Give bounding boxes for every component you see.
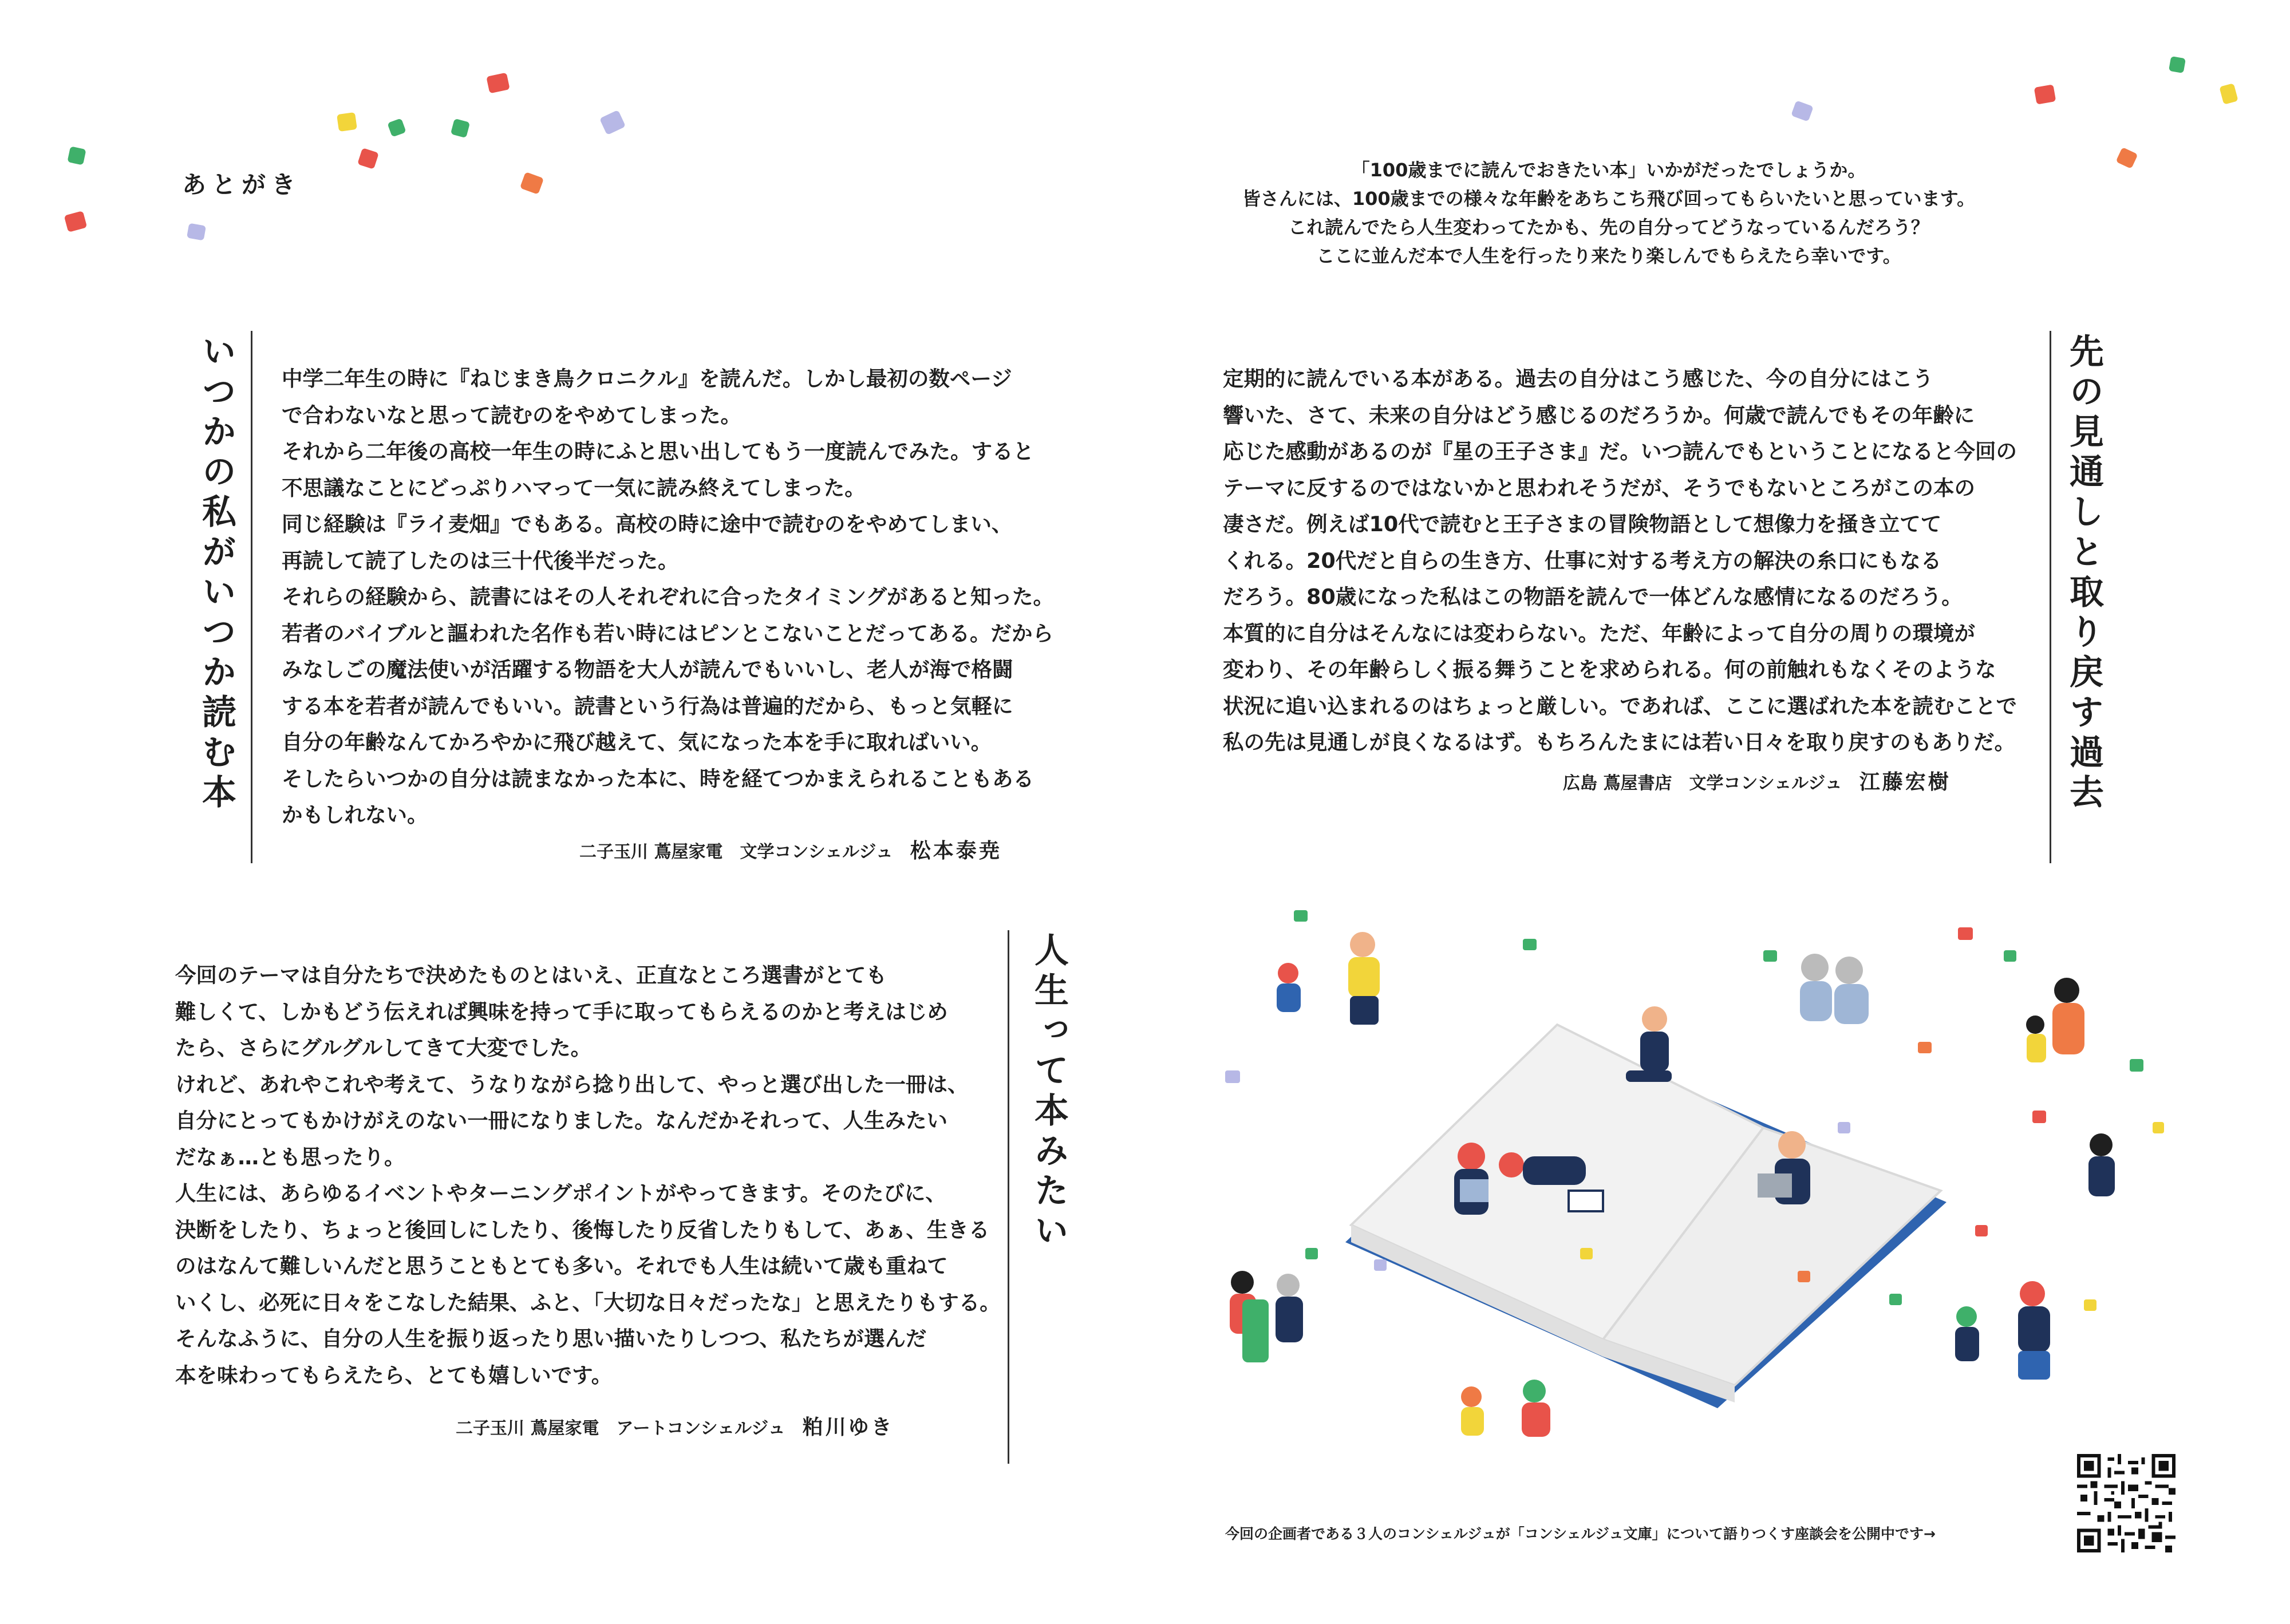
section-label: あとがき <box>182 171 302 199</box>
confetti <box>357 148 379 169</box>
essay-2-line: だろう。80歳になった私はこの物語を読んで一体どんな感情になるのだろう。 <box>1223 584 1963 609</box>
person-waving <box>1348 932 1380 1025</box>
essay-3-store: 二子玉川 蔦屋家電 アートコンシェルジュ <box>456 1418 785 1439</box>
essay-1-line: する本を若者が読んでもいい。読書という行為は普遍的だから、もっと気軽に <box>282 693 1013 718</box>
intro-line: 皆さんには、100歳までの様々な年齢をあちこち飛び回ってもらいたいと思っています。 <box>1242 188 1976 210</box>
intro-line: 「100歳までに読んでおきたい本」いかがだったでしょうか。 <box>1351 159 1866 181</box>
essay-2-line: 状況に追い込まれるのはちょっと厳しい。であれば、ここに選ばれた本を読むことで <box>1223 693 2017 718</box>
confetti <box>2034 84 2056 104</box>
essay-3-divider <box>1008 930 1009 1464</box>
confetti <box>2219 83 2238 105</box>
intro-line: これ読んでたら人生変わってたかも、先の自分ってどうなっているんだろう？ <box>1288 216 1929 238</box>
essay-2-line: くれる。20代だと自らの生き方、仕事に対する考え方の解決の糸口にもなる <box>1223 548 1942 573</box>
toasting-pair <box>1461 1380 1550 1437</box>
confetti <box>1791 100 1814 121</box>
confetti <box>599 110 626 135</box>
essay-2-title: 先の見通しと取り戻す過去 <box>2064 333 2104 814</box>
essay-3-line: けれど、あれやこれや考えて、うなりながら捻り出して、やっと選び出した一冊は、 <box>175 1072 969 1097</box>
confetti <box>64 211 88 232</box>
essay-1-body <box>282 361 1054 833</box>
essay-2-line: 応じた感動があるのが『星の王子さま』だ。いつ読んでもということになると今回の <box>1223 439 2017 464</box>
person-reading-left <box>1454 1143 1488 1215</box>
essay-2-line: 響いた、さて、未来の自分はどう感じるのだろうか。何歳で読んでもその年齢に <box>1223 402 1975 428</box>
person-sitting-chair <box>1626 1006 1672 1082</box>
intro-text <box>1122 156 2095 270</box>
essay-2-store: 広島 蔦屋書店 文学コンシェルジュ <box>1563 773 1842 793</box>
confetti <box>2169 56 2186 73</box>
confetti <box>2115 147 2138 169</box>
essay-2-line: 凄さだ。例えば10代で読むと王子さまの冒険物語として想像力を掻き立てて <box>1223 512 1942 536</box>
essay-2-line: 本質的に自分はそんなには変わらない。ただ、年齢によって自分の周りの環境が <box>1223 621 1975 646</box>
essay-1-line: 再読して読了したのは三十代後半だった。 <box>282 548 679 573</box>
qr-code[interactable] <box>2077 1454 2176 1552</box>
essay-1-line: みなしごの魔法使いが活躍する物語を大人が読んでもいいし、老人が海で格闘 <box>282 657 1013 682</box>
essay-2-body <box>1223 361 2017 761</box>
open-book-illustration <box>1202 904 2164 1454</box>
intro-line: ここに並んだ本で人生を行ったり来たり楽しんでもらえたら幸いです。 <box>1316 245 1901 267</box>
man-with-book <box>2088 1133 2115 1196</box>
confetti <box>67 146 86 165</box>
essay-3-line: いくし、必死に日々をこなした結果、ふと、「大切な日々だったな」と思えたりもする。 <box>175 1290 1001 1315</box>
essay-1-line: それから二年後の高校一年生の時にふと思い出してもう一度読んでみた。すると <box>282 439 1034 464</box>
elderly-couple <box>1800 954 1869 1024</box>
essay-1-author: 松本泰尭 <box>910 839 1002 863</box>
mother-and-child <box>2026 978 2084 1062</box>
essay-3-line: 自分にとってもかけがえのない一冊になりました。なんだかそれって、人生みたい <box>175 1108 948 1133</box>
confetti <box>387 118 406 137</box>
essay-3-body <box>175 957 1001 1393</box>
family-bottom-right <box>1955 1281 2050 1380</box>
essay-2-signature <box>1563 766 1951 795</box>
essay-3-line: のはなんて難しいんだと思うこともとても多い。それでも人生は続いて歳も重ねて <box>175 1254 948 1278</box>
essay-3-line: 今回のテーマは自分たちで決めたものとはいえ、正直なところ選書がとても <box>175 963 887 987</box>
essay-3-author: 粕川ゆき <box>802 1416 894 1439</box>
essay-3-line: 難しくて、しかもどう伝えれば興味を持って手に取ってもらえるのかと考えはじめ <box>175 999 948 1024</box>
essay-3-line: だなぁ…とも思ったり。 <box>175 1144 405 1169</box>
essay-3-line: 人生には、あらゆるイベントやターニングポイントがやってきます。そのたびに、 <box>175 1181 946 1206</box>
confetti <box>451 118 470 138</box>
essay-1-line: 中学二年生の時に『ねじまき鳥クロニクル』を読んだ。しかし最初の数ページ <box>282 366 1012 391</box>
essay-2-line: テーマに反するのではないかと思われそうだが、そうでもないところがこの本の <box>1223 475 1975 500</box>
essay-1-line: 若者のバイブルと謳われた名作も若い時にはピンとこないことだってある。だから <box>282 621 1053 646</box>
footer-note: 今回の企画者である３人のコンシェルジュが「コンシェルジュ文庫」について語りつくす座談会を公開中です→ <box>1225 1526 1936 1542</box>
essay-1-line: 自分の年齢なんてかろやかに飛び越えて、気になった本を手に取ればいい。 <box>282 730 992 754</box>
confetti <box>520 172 544 195</box>
essay-3-line: 決断をしたり、ちょっと後回しにしたり、後悔したり反省したりもして、あぁ、生きる <box>175 1217 990 1242</box>
essay-2-author: 江藤宏樹 <box>1859 770 1951 794</box>
essay-1-line: 不思議なことにどっぷりハマって一気に読み終えてしまった。 <box>282 475 866 500</box>
essay-1-signature <box>579 835 1002 864</box>
essay-3-line: たら、さらにグルグルしてきて大変でした。 <box>175 1036 592 1060</box>
confetti <box>486 73 510 94</box>
essay-1-line: かもしれない。 <box>282 803 428 827</box>
essay-3-title: 人生って本みたい <box>1029 932 1069 1252</box>
essay-1-divider <box>251 331 252 863</box>
essay-1-title: いつかの私がいつか読む本 <box>196 333 236 814</box>
essay-2-line: 変わり、その年齢らしく振る舞うことを求められる。何の前触れもなくそのような <box>1223 657 1996 682</box>
essay-3-line: 本を味わってもらえたら、とても嬉しいです。 <box>175 1362 613 1388</box>
essay-2-line: 私の先は見通しが良くなるはず。もちろんたまには若い日々を取り戻すのもありだ。 <box>1223 730 2016 754</box>
essay-1-line: 同じ経験は『ライ麦畑』でもある。高校の時に途中で読むのをやめてしまい、 <box>282 512 1013 536</box>
essay-1-store: 二子玉川 蔦屋家電 文学コンシェルジュ <box>579 842 893 862</box>
essay-3-line: そんなふうに、自分の人生を振り返ったり思い描いたりしつつ、私たちが選んだ <box>175 1326 927 1351</box>
essay-1-line: それらの経験から、読書にはその人それぞれに合ったタイミングがあると知った。 <box>282 584 1055 609</box>
shopping-pair <box>1230 1271 1303 1362</box>
essay-1-line: そしたらいつかの自分は読まなかった本に、時を経てつかまえられることもある <box>282 766 1034 791</box>
essay-2-divider <box>2050 331 2051 863</box>
child-star-shirt <box>1277 963 1301 1012</box>
essay-1-line: で合わないなと思って読むのをやめてしまった。 <box>282 402 741 428</box>
essay-3-signature <box>456 1411 894 1440</box>
essay-2-line: 定期的に読んでいる本がある。過去の自分はこう感じた、今の自分にはこう <box>1223 366 1933 391</box>
confetti <box>337 112 357 132</box>
confetti <box>187 223 206 241</box>
